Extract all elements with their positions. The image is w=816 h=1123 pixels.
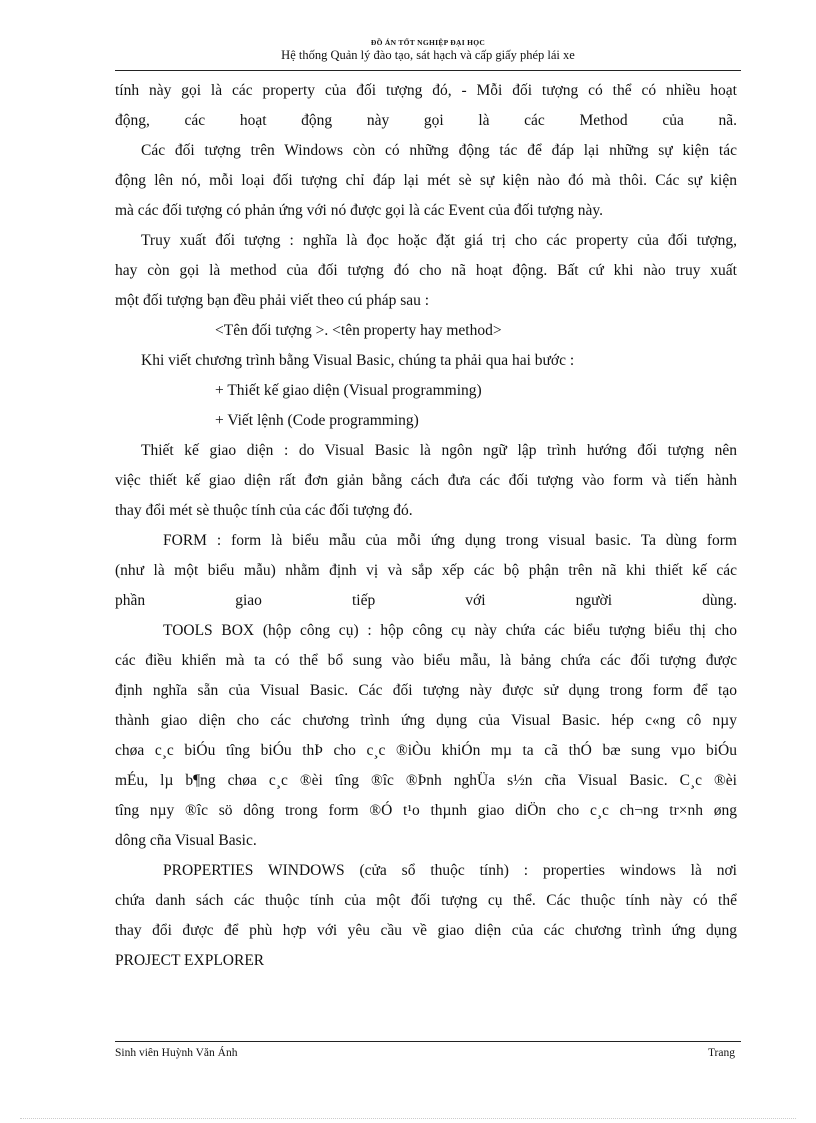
text-line: thay đổi được để phù hợp với yêu cầu về giao diện của các chương trình ứng dụng (115, 922, 737, 939)
page-edge-divider (20, 1118, 796, 1119)
text-line: một đối tượng bạn đều phải viết theo cú pháp sau : (115, 292, 430, 309)
text-line: phần giao tiếp với người dùng. (115, 592, 737, 609)
text-line: định nghĩa sẵn của Visual Basic. Các đối tượng này được sử dụng trong form để tạo (115, 682, 737, 699)
text-line: PROPERTIES WINDOWS (cửa sổ thuộc tính) : properties windows là nơi (163, 862, 737, 879)
footer-page-label: Trang (707, 1047, 735, 1059)
text-line: (như là một biểu mẫu) nhằm định vị và sắp xếp các bộ phận trên nã khi thiết kế các (115, 562, 737, 579)
text-line: TOOLS BOX (hộp công cụ) : hộp công cụ này chứa các biểu tượng biểu thị cho (163, 622, 737, 639)
body-text (115, 76, 737, 976)
text-line: động, các hoạt động này gọi là các Method của nã. (115, 112, 737, 129)
page-footer (115, 1046, 735, 1060)
text-line: hay còn gọi là method của đối tượng đó cho nã hoạt động. Bất cứ khi nào truy xuất (115, 262, 737, 279)
text-line: tính này gọi là các property của đối tượng đó, - Mỗi đối tượng có thể có nhiều hoạt (115, 82, 737, 99)
text-line: thay đổi mét sè thuộc tính của các đối tượng đó. (115, 502, 413, 519)
syntax-line: <Tên đối tượng >. <tên property hay method> (215, 322, 502, 339)
list-item: + Thiết kế giao diện (Visual programming) (215, 382, 482, 399)
text-line: thành giao diện cho các chương trình ứng dụng của Visual Basic. hép c«ng cô nµy (115, 712, 737, 729)
text-line: chøa c¸c biÓu tîng biÓu thÞ cho c¸c ®iÒu khiÓn mµ ta cã thÓ bæ sung vµo biÓu (115, 742, 737, 759)
text-line: Các đối tượng trên Windows còn có những động tác để đáp lại những sự kiện tác (141, 142, 737, 159)
text-line: động lên nó, mỗi loại đối tượng chỉ đáp lại mét sè sự kiện nào đó mà thôi. Các sự kiện (115, 172, 737, 189)
text-line: Truy xuất đối tượng : nghĩa là đọc hoặc đặt giá trị cho các property của đối tượng, (141, 232, 737, 249)
text-line: PROJECT EXPLORER (115, 952, 265, 969)
text-line: Thiết kế giao diện : do Visual Basic là ngôn ngữ lập trình hướng đối tượng nên (141, 442, 737, 459)
text-line: mà các đối tượng có phản ứng với nó được gọi là các Event của đối tượng này. (115, 202, 604, 219)
text-line: FORM : form là biểu mẫu của mỗi ứng dụng trong visual basic. Ta dùng form (163, 532, 737, 549)
text-line: việc thiết kế giao diện rất đơn giản bằng cách đưa các đối tượng vào form và tiến hành (115, 472, 737, 489)
text-line: mÉu, lµ b¶ng chøa c¸c ®èi tîng ®îc ®Þnh nghÜa s½n cña Visual Basic. C¸c ®èi (115, 772, 737, 789)
text-line: chứa danh sách các thuộc tính của một đối tượng cụ thể. Các thuộc tính này có thể (115, 892, 737, 909)
header-rule (115, 70, 741, 71)
text-line: tîng nµy ®îc sö dông trong form ®Ó t¹o thµnh giao diÖn cho c¸c ch¬ng tr×nh øng (115, 802, 737, 819)
page-header (115, 38, 741, 63)
text-line: các điều khiển mà ta có thể bổ sung vào biểu mẫu, là bảng chứa các đối tượng được (115, 652, 737, 669)
footer-rule (115, 1041, 741, 1042)
list-item: + Viết lệnh (Code programming) (215, 412, 419, 429)
header-subtitle: Hệ thống Quản lý đào tạo, sát hạch và cấp giấy phép lái xe (281, 48, 575, 62)
text-line: Khi viết chương trình bằng Visual Basic, chúng ta phải qua hai bước : (141, 352, 575, 369)
text-line: dông cña Visual Basic. (115, 832, 257, 849)
footer-author: Sinh viên Huỳnh Văn Ánh (115, 1047, 238, 1059)
header-title: ĐỒ ÁN TỐT NGHIỆP ĐẠI HỌC (370, 38, 486, 47)
